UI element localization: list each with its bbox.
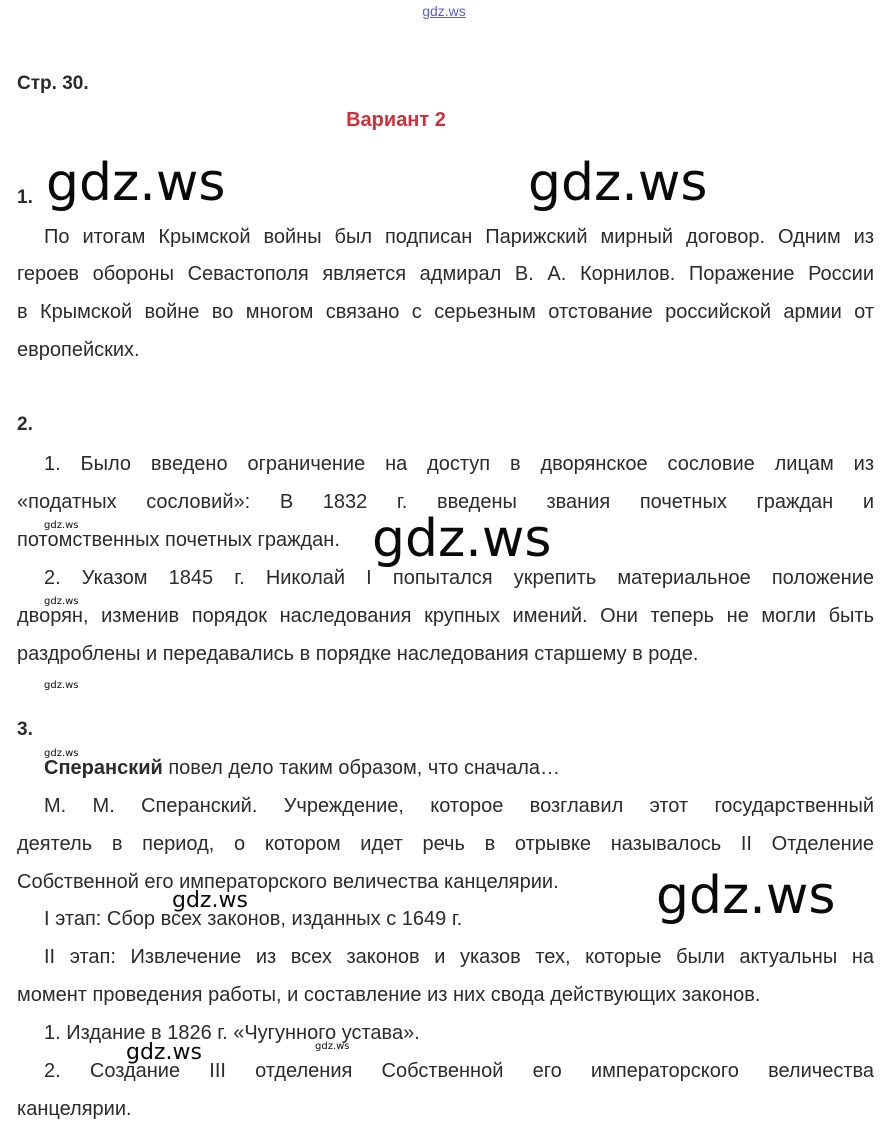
- q2-line: дворян, изменив порядок наследования крупных имений. Они теперь не могли быть: [17, 605, 874, 627]
- q3-line: канцелярии.: [17, 1098, 132, 1120]
- q3-line: момент проведения работы, и составление из них свода действующих законов.: [17, 984, 761, 1006]
- watermark: gdz.ws: [126, 1040, 202, 1065]
- watermark: gdz.ws: [528, 153, 708, 213]
- watermark-small: gdz.ws: [44, 596, 79, 607]
- q1-line: По итогам Крымской войны был подписан Парижский мирный договор. Одним из: [44, 226, 874, 248]
- q1-line: европейских.: [17, 339, 140, 361]
- q3-intro-bold: Сперанский: [44, 757, 163, 779]
- q3-line: М. М. Сперанский. Учреждение, которое возглавил этот государственный: [44, 795, 874, 817]
- q1-line: героев обороны Севастополя является адмирал В. А. Корнилов. Поражение России: [17, 263, 874, 285]
- question-1-number: 1.: [17, 187, 33, 208]
- q2-line: раздроблены и передавались в порядке наследования старшему в роде.: [17, 643, 699, 665]
- watermark-small: gdz.ws: [44, 520, 79, 531]
- q3-intro: [44, 756, 874, 780]
- q3-line: II этап: Извлечение из всех законов и указов тех, которые были актуальны на: [44, 946, 874, 968]
- watermark-small: gdz.ws: [315, 1041, 350, 1052]
- q2-line: потомственных почетных граждан.: [17, 529, 340, 551]
- q3-line: 2. Создание III отделения Собственной его императорского величества: [44, 1060, 874, 1082]
- top-watermark-link[interactable]: gdz.ws: [422, 3, 466, 19]
- q2-line: 1. Было введено ограничение на доступ в дворянское сословие лицам из: [44, 453, 874, 475]
- watermark: gdz.ws: [172, 888, 248, 913]
- watermark: gdz.ws: [656, 866, 836, 926]
- question-2-number: 2.: [17, 414, 33, 435]
- variant-title: Вариант 2: [346, 109, 446, 131]
- q3-line: Собственной его императорского величества канцелярии.: [17, 871, 559, 893]
- q3-line: I этап: Сбор всех законов, изданных с 1649 г.: [44, 908, 463, 930]
- q1-line: в Крымской войне во многом связано с серьезным отстование российской армии от: [17, 301, 874, 323]
- watermark-small: gdz.ws: [44, 680, 79, 691]
- q3-line: 1. Издание в 1826 г. «Чугунного устава».: [44, 1022, 420, 1044]
- watermark-small: gdz.ws: [44, 748, 79, 759]
- watermark: gdz.ws: [46, 153, 226, 213]
- watermark: gdz.ws: [372, 509, 552, 569]
- page-label: Стр. 30.: [17, 73, 89, 94]
- q3-line: деятель в период, о котором идет речь в отрывке называлось II Отделение: [17, 833, 874, 855]
- question-3-number: 3.: [17, 719, 33, 740]
- q3-intro-rest: повел дело таким образом, что сначала…: [162, 757, 561, 779]
- q2-line: 2. Указом 1845 г. Николай I попытался укрепить материальное положение: [44, 567, 874, 589]
- q2-line: «податных сословий»: В 1832 г. введены звания почетных граждан и: [17, 491, 874, 513]
